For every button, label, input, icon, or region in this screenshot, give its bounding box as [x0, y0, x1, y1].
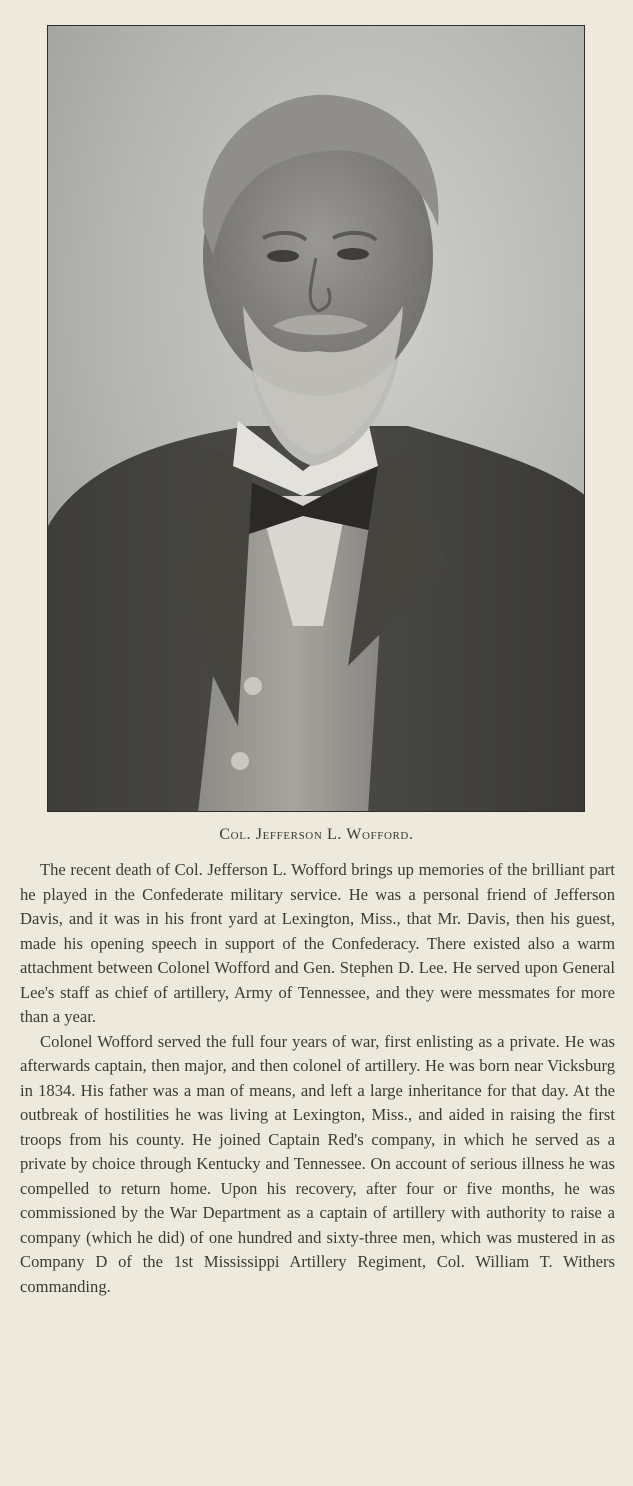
article-body: [20, 858, 615, 1299]
portrait-illustration: [48, 26, 585, 812]
paragraph-2: Colonel Wofford served the full four years of war, first enlisting as a private. He was afterwards captain, then major, and then colonel of artillery. He was born near Vicksburg in 1834. His father was a man of means, and left a large inheritance for that day. At the outbreak of hostilities he was living at Lexington, Miss., and aided in raising the first troops from his county. He joined Captain Red's company, in which he served as a private by choice through Kentucky and Tennessee. On account of serious illness he was compelled to return home. Upon his recovery, after four or five months, he was commissioned by the War Department as a captain of artillery with authority to raise a company (which he did) of one hundred and sixty-three men, which was mustered in as Company D of the 1st Mississippi Artillery Regiment, Col. William T. Withers commanding.: [20, 1031, 615, 1296]
photo-caption: Col. Jefferson L. Wofford.: [219, 826, 414, 843]
portrait-photo: [47, 25, 585, 812]
paragraph-1: The recent death of Col. Jefferson L. Wofford brings up memories of the brilliant part he played in the Confederate military service. He was a personal friend of Jefferson Davis, and it was in his front yard at Lexington, Miss., that Mr. Davis, then his guest, made his opening speech in support of the Confederacy. There existed also a warm attachment between Colonel Wofford and Gen. Stephen D. Lee. He served upon General Lee's staff as chief of artillery, Army of Tennessee, and they were messmates for more than a year.: [20, 860, 615, 1026]
